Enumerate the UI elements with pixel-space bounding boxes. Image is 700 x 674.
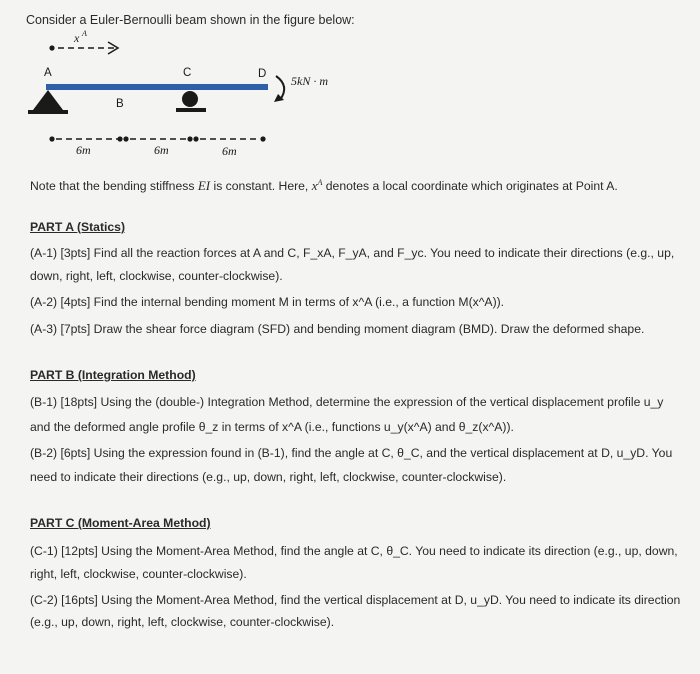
dim-label-3: 6m: [222, 144, 237, 158]
note-text: [30, 175, 618, 194]
coord-label: x: [74, 31, 80, 45]
point-d-label: D: [258, 68, 267, 80]
point-b-label: B: [116, 98, 124, 110]
coord-sup: A: [82, 29, 87, 38]
part-c-heading: PART C (Moment-Area Method): [30, 516, 211, 530]
part-a-q1-line1: (A-1) [3pts] Find all the reaction forces at A and C, F_xA, F_yA, and F_yc. You need to indicate their directions (e.g., up,: [30, 246, 675, 260]
part-b-q1-line2: and the deformed angle profile θ_z in terms of x^A (i.e., functions u_y(x^A) and θ_z(x^A)).: [30, 420, 514, 434]
dim-label-2: 6m: [154, 143, 169, 157]
dim-label-1: 6m: [76, 143, 91, 157]
part-b-q2-line2: need to indicate their directions (e.g., up, down, right, left, clockwise, counter-clockwise).: [30, 470, 507, 484]
part-b-q2-line1: (B-2) [6pts] Using the expression found in (B-1), find the angle at C, θ_C, and the vertical displacement at D, u_yD. You: [30, 446, 673, 460]
point-c-label: C: [183, 67, 192, 79]
moment-label: 5kN · m: [291, 74, 328, 88]
part-c-q1-line2: right, left, clockwise, counter-clockwise).: [30, 567, 247, 581]
note-mid: is constant. Here,: [210, 179, 312, 194]
dimension-line: [49, 136, 265, 141]
part-a-q2: (A-2) [4pts] Find the internal bending moment M in terms of x^A (i.e., a function M(x^A)).: [30, 295, 505, 309]
part-a-heading: PART A (Statics): [30, 220, 126, 234]
part-b-heading: PART B (Integration Method): [30, 368, 196, 382]
part-b-q1-line1: (B-1) [18pts] Using the (double-) Integration Method, determine the expression of the vertical displacement profile u_y: [30, 395, 664, 409]
roller-support-c: [176, 91, 206, 112]
note-sup: A: [317, 178, 323, 187]
local-coordinate-arrow: [49, 29, 118, 54]
intro-text: Consider a Euler-Bernoulli beam shown in the figure below:: [26, 13, 355, 27]
note-x: x: [311, 178, 318, 194]
note-pre: Note that the bending stiffness: [30, 179, 198, 194]
part-c-q2-line1: (C-2) [16pts] Using the Moment-Area Method, find the vertical displacement at D, u_yD. You need to indicate its direction: [30, 593, 681, 607]
pin-support-a: [28, 90, 68, 114]
note-post: denotes a local coordinate which originates at Point A.: [322, 179, 618, 194]
note-ei: EI: [197, 178, 211, 194]
point-a-label: A: [44, 67, 52, 79]
part-a-q3: (A-3) [7pts] Draw the shear force diagram (SFD) and bending moment diagram (BMD). Draw the deformed shape.: [30, 322, 645, 336]
beam-figure: [0, 0, 700, 170]
beam: [46, 84, 268, 90]
part-c-q2-line2: (e.g., up, down, right, left, clockwise, counter-clockwise).: [30, 615, 335, 629]
part-c-q1-line1: (C-1) [12pts] Using the Moment-Area Method, find the angle at C, θ_C. You need to indicate its direction (e.g., up, down,: [30, 544, 678, 558]
applied-moment-d: [274, 74, 328, 102]
part-a-q1-line2: down, right, left, clockwise, counter-clockwise).: [30, 269, 283, 283]
